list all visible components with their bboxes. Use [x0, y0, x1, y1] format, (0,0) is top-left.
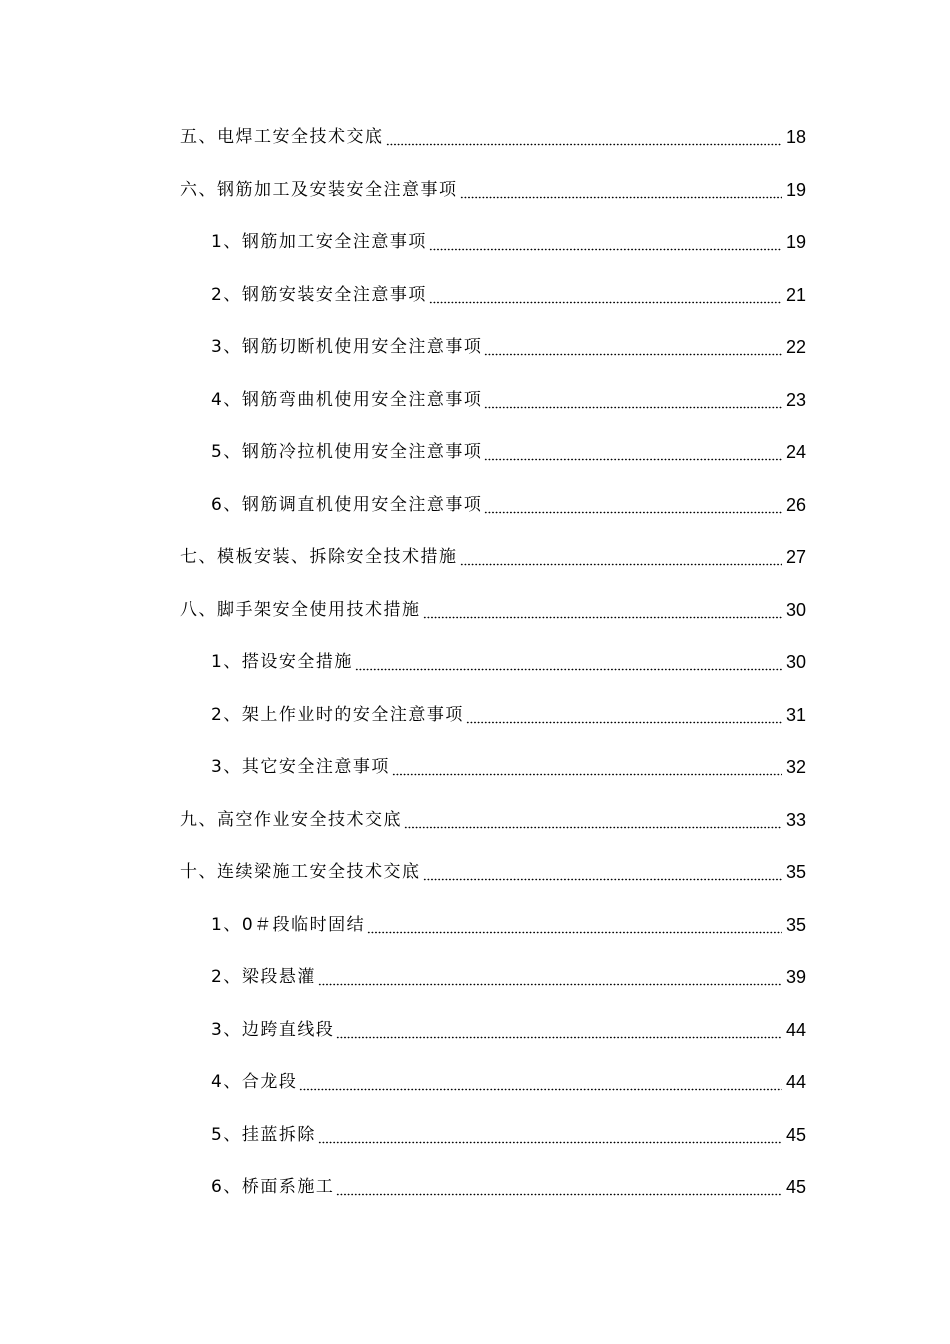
toc-page-number: 26: [785, 494, 806, 515]
dot-leader: [460, 177, 783, 203]
toc-entry-title: 1、钢筋加工安全注意事项: [211, 232, 427, 252]
toc-page-number: 30: [785, 599, 806, 620]
dot-leader: [429, 282, 782, 308]
toc-entry-title: 5、挂蓝拆除: [211, 1124, 316, 1145]
toc-entry-title: 3、其它安全注意事项: [211, 757, 390, 777]
dot-leader: [355, 649, 782, 675]
toc-entry-title: 八、脚手架安全使用技术措施: [180, 599, 421, 620]
toc-entry-title: 3、钢筋切断机使用安全注意事项: [211, 337, 483, 357]
toc-page-number: 31: [785, 704, 806, 725]
toc-subentry[interactable]: [0, 439, 950, 492]
toc-entry-title: 4、合龙段: [211, 1072, 298, 1092]
dot-leader: [429, 229, 782, 255]
dot-leader: [318, 964, 782, 990]
dot-leader: [386, 124, 783, 150]
toc-page-number: 45: [785, 1177, 806, 1197]
toc-entry[interactable]: [0, 124, 950, 177]
toc-subentry[interactable]: [0, 1017, 950, 1070]
toc-entry-title: 六、钢筋加工及安装安全注意事项: [180, 179, 458, 200]
toc-entry-title: 2、钢筋安装安全注意事项: [211, 284, 427, 305]
toc-page-number: 39: [785, 967, 806, 987]
dot-leader: [484, 492, 782, 518]
dot-leader: [466, 702, 782, 728]
toc-subentry[interactable]: [0, 334, 950, 387]
toc-page-number: 44: [785, 1019, 806, 1040]
toc-entry-title: 3、边跨直线段: [211, 1019, 335, 1040]
toc-subentry[interactable]: [0, 754, 950, 807]
toc-page-number: 24: [785, 442, 806, 462]
toc-entry-title: 4、钢筋弯曲机使用安全注意事项: [211, 389, 483, 410]
toc-subentry[interactable]: [0, 912, 950, 965]
toc-subentry[interactable]: [0, 1174, 950, 1227]
toc-entry[interactable]: [0, 177, 950, 230]
dot-leader: [423, 597, 783, 623]
toc-subentry[interactable]: [0, 1069, 950, 1122]
toc-entry-title: 6、钢筋调直机使用安全注意事项: [211, 494, 483, 515]
toc-page-number: 44: [785, 1072, 806, 1092]
toc-entry[interactable]: [0, 597, 950, 650]
toc-subentry[interactable]: [0, 387, 950, 440]
toc-subentry[interactable]: [0, 964, 950, 1017]
toc-page-number: 30: [785, 652, 806, 672]
toc-subentry[interactable]: [0, 492, 950, 545]
toc-entry-title: 2、梁段悬灌: [211, 967, 316, 987]
dot-leader: [404, 807, 782, 833]
dot-leader: [336, 1174, 782, 1200]
dot-leader: [423, 859, 783, 885]
dot-leader: [336, 1017, 782, 1043]
toc-page-number: 21: [785, 284, 806, 305]
toc-entry-title: 十、连续梁施工安全技术交底: [180, 862, 421, 882]
dot-leader: [484, 334, 782, 360]
toc-page-number: 33: [785, 809, 806, 830]
toc-subentry[interactable]: [0, 702, 950, 755]
toc-entry[interactable]: [0, 807, 950, 860]
toc-entry-title: 2、架上作业时的安全注意事项: [211, 704, 464, 725]
toc-page-number: 35: [785, 914, 806, 935]
toc-entry-title: 1、搭设安全措施: [211, 652, 353, 672]
toc-subentry[interactable]: [0, 649, 950, 702]
toc-entry-title: 五、电焊工安全技术交底: [180, 127, 384, 147]
toc-page-number: 19: [785, 179, 806, 200]
dot-leader: [392, 754, 782, 780]
table-of-contents: [0, 124, 950, 1227]
dot-leader: [367, 912, 782, 938]
toc-entry-title: 1、0＃段临时固结: [211, 914, 366, 935]
toc-page-number: 27: [785, 547, 806, 567]
toc-entry-title: 七、模板安装、拆除安全技术措施: [180, 547, 458, 567]
toc-subentry[interactable]: [0, 229, 950, 282]
dot-leader: [484, 439, 782, 465]
dot-leader: [460, 544, 783, 570]
toc-page-number: 22: [785, 337, 806, 357]
toc-page-number: 19: [785, 232, 806, 252]
toc-entry-title: 九、高空作业安全技术交底: [180, 809, 402, 830]
toc-page-number: 23: [785, 389, 806, 410]
dot-leader: [484, 387, 782, 413]
toc-page-number: 35: [785, 862, 806, 882]
toc-subentry[interactable]: [0, 282, 950, 335]
toc-entry[interactable]: [0, 859, 950, 912]
toc-entry-title: 5、钢筋冷拉机使用安全注意事项: [211, 442, 483, 462]
toc-page-number: 32: [785, 757, 806, 777]
dot-leader: [318, 1122, 782, 1148]
toc-page-number: 45: [785, 1124, 806, 1145]
toc-entry[interactable]: [0, 544, 950, 597]
toc-page-number: 18: [785, 127, 806, 147]
toc-subentry[interactable]: [0, 1122, 950, 1175]
dot-leader: [299, 1069, 782, 1095]
toc-entry-title: 6、桥面系施工: [211, 1177, 335, 1197]
